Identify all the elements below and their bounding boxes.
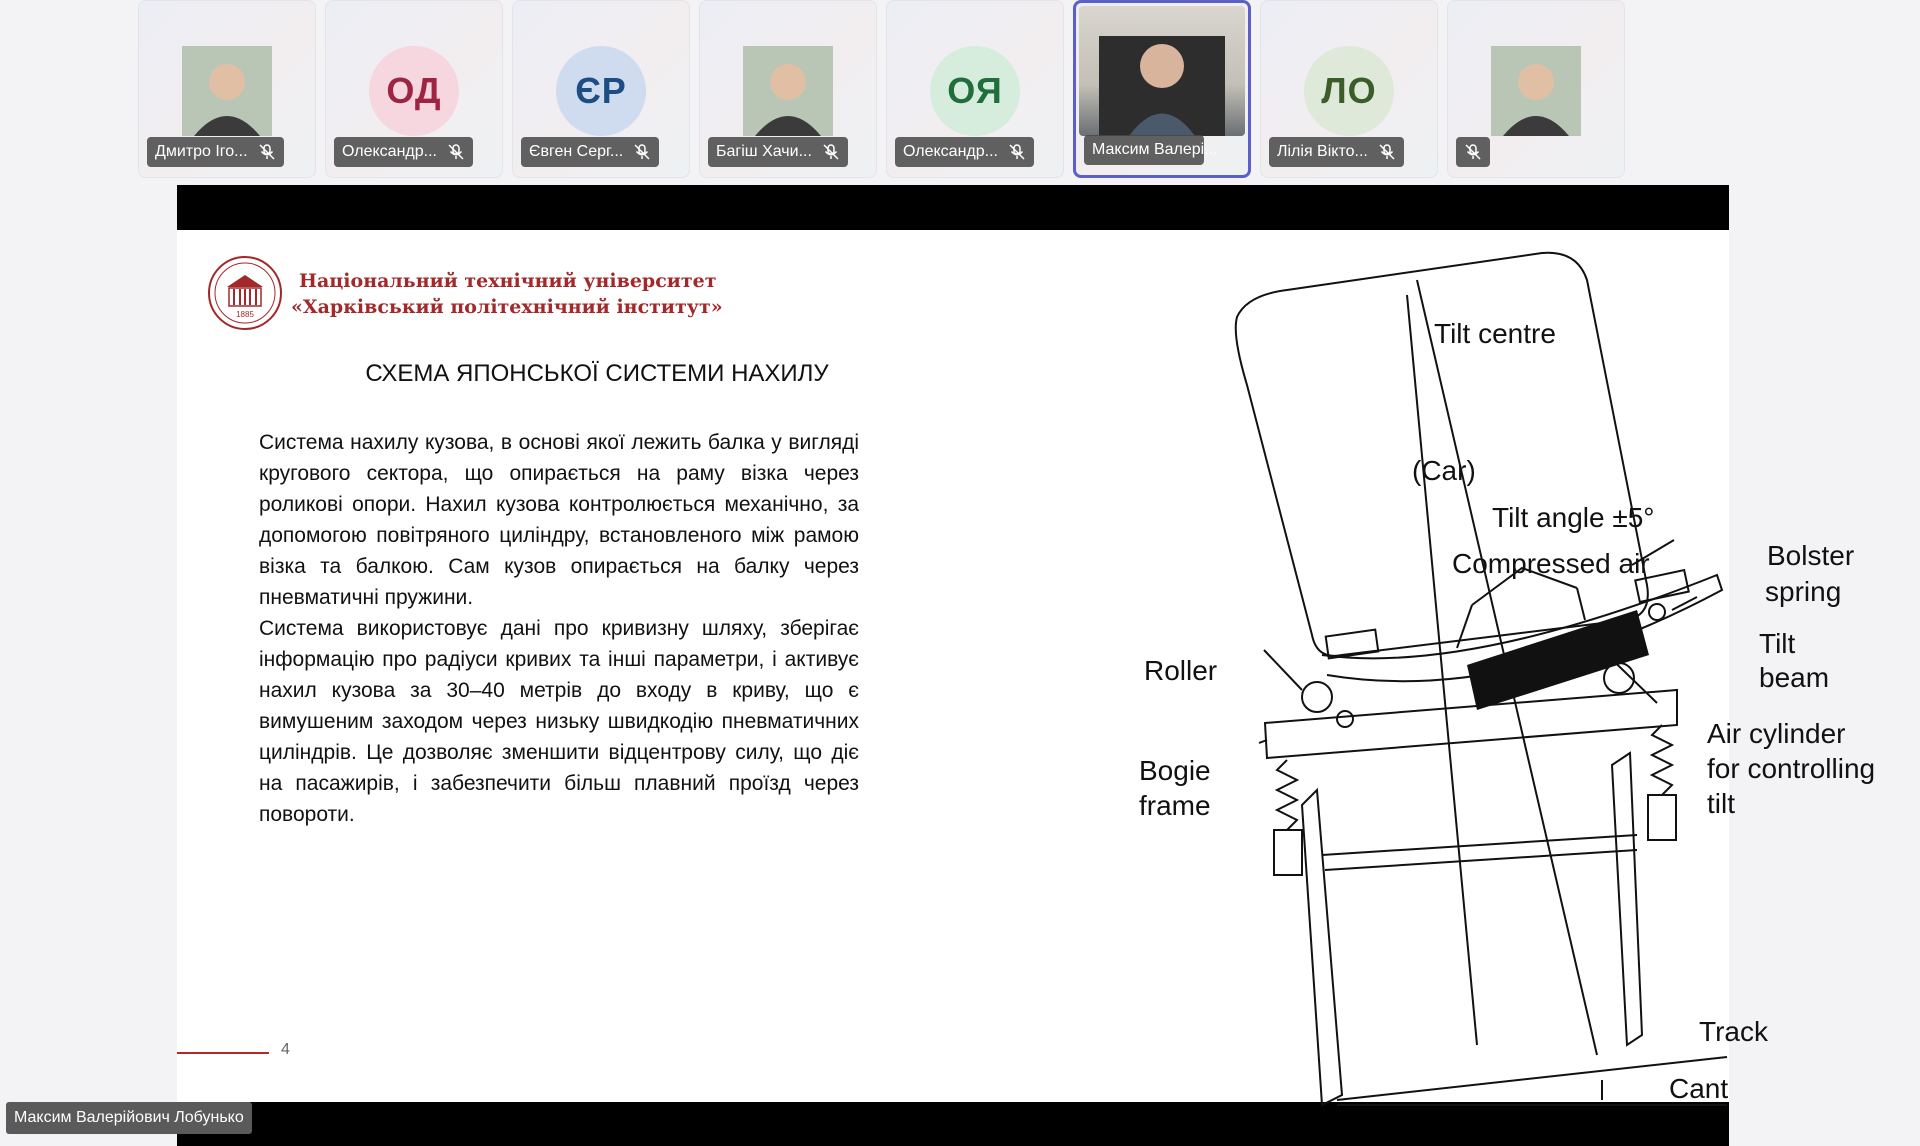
university-logo-icon bbox=[207, 255, 283, 331]
participant-tile[interactable] bbox=[1260, 0, 1438, 178]
participant-name: Лілія Вікто... bbox=[1277, 143, 1368, 160]
spring-left bbox=[1277, 760, 1297, 830]
participant-tile[interactable] bbox=[512, 0, 690, 178]
participant-video bbox=[1079, 6, 1245, 136]
participant-initials: ОЯ bbox=[930, 46, 1020, 136]
mic-off-icon bbox=[447, 143, 465, 161]
page-number: 4 bbox=[281, 1041, 290, 1058]
presenter-label: Максим Валерійович Лобунько bbox=[6, 1102, 252, 1134]
participant-name-bar bbox=[895, 137, 1034, 167]
mic-off-icon bbox=[822, 143, 840, 161]
slide-paragraph-1: Система нахилу кузова, в основі якої лежить балка у вигляді кругового сектора, що опирається на раму візка через роликові опори. Нахил кузова контролюється механічно, за допомогою повітряного циліндру, встановленого між рамою візка та балкою. Сам кузов опирається на балку через пневматичні пружини. bbox=[259, 431, 859, 609]
label-tilt-word: tilt bbox=[1707, 788, 1735, 819]
participant-photo bbox=[743, 46, 833, 136]
slide-paragraph-2: Система використовує дані про кривизну шляху, зберігає інформацію про радіуси кривих та інші параметри, і активує нахил кузова за 30–40 метрів до входу в криву, що є вимушеним заходом через низьку швидкодію пневматичних циліндрів. Це дозволяє зменшити відцентрову силу, що діє на пасажирів, і забезпечити більш плавний проїзд через повороти. bbox=[259, 617, 859, 826]
presentation-slide bbox=[177, 230, 1876, 1104]
label-frame: frame bbox=[1139, 790, 1211, 821]
university-line1: Національний технічний університет bbox=[299, 270, 717, 292]
participant-name: Олександр... bbox=[342, 143, 437, 160]
label-spring: spring bbox=[1765, 576, 1842, 607]
axlebox-right bbox=[1648, 795, 1676, 840]
participant-initials: ЛО bbox=[1304, 46, 1394, 136]
participant-name-bar bbox=[334, 137, 473, 167]
label-compressed-air: Compressed air bbox=[1452, 548, 1650, 579]
label-beam: beam bbox=[1759, 662, 1830, 693]
label-car: (Car) bbox=[1412, 455, 1476, 486]
participant-initials: ЄР bbox=[556, 46, 646, 136]
label-track: Track bbox=[1699, 1016, 1768, 1047]
pivot-small-2 bbox=[1649, 604, 1665, 620]
participant-tile[interactable] bbox=[886, 0, 1064, 178]
participant-name-bar bbox=[1084, 135, 1218, 165]
participant-initials: ОД bbox=[369, 46, 459, 136]
participant-name-bar bbox=[521, 137, 659, 167]
participant-name: Багіш Хачи... bbox=[716, 143, 812, 160]
participant-tile[interactable] bbox=[1073, 0, 1251, 178]
participant-tile[interactable] bbox=[325, 0, 503, 178]
spring-right bbox=[1652, 725, 1672, 795]
pivot-small-1 bbox=[1337, 711, 1353, 727]
tilt-centre-line bbox=[1407, 295, 1477, 1045]
label-cant: Cant bbox=[1669, 1073, 1729, 1104]
label-tilt: Tilt bbox=[1759, 628, 1796, 659]
bogie-frame bbox=[1265, 690, 1677, 758]
page-accent-line bbox=[177, 1052, 269, 1054]
mic-off-icon bbox=[1378, 143, 1396, 161]
label-bolster: Bolster bbox=[1767, 540, 1855, 571]
label-tilt-centre: Tilt centre bbox=[1434, 318, 1556, 349]
roller-left bbox=[1302, 682, 1332, 712]
tilt-system-diagram bbox=[947, 235, 1876, 1104]
participant-name: Максим Валері... bbox=[1092, 141, 1218, 158]
participant-name-bar bbox=[708, 137, 848, 167]
participant-name: Олександр... bbox=[903, 143, 998, 160]
participant-photo bbox=[1491, 46, 1581, 136]
mic-off-icon bbox=[1008, 143, 1026, 161]
label-roller: Roller bbox=[1144, 655, 1218, 686]
participant-tile[interactable] bbox=[138, 0, 316, 178]
mic-off-icon bbox=[633, 143, 651, 161]
participant-name-bar bbox=[1456, 137, 1490, 167]
participant-tile[interactable] bbox=[1447, 0, 1625, 178]
participant-name-bar bbox=[1269, 137, 1404, 167]
participant-name-bar bbox=[147, 137, 284, 167]
wheel-left bbox=[1302, 790, 1342, 1105]
slide-title: СХЕМА ЯПОНСЬКОЇ СИСТЕМИ НАХИЛУ bbox=[365, 360, 829, 387]
label-tilt-angle: Tilt angle ±5° bbox=[1492, 502, 1655, 533]
slide-body bbox=[259, 427, 859, 830]
university-line2: «Харківський політехнічний інститут» bbox=[291, 296, 723, 318]
participant-strip bbox=[138, 0, 1770, 180]
wheel-right bbox=[1612, 753, 1642, 1045]
participant-tile[interactable] bbox=[699, 0, 877, 178]
participant-name: Євген Серг... bbox=[529, 143, 624, 160]
participant-photo bbox=[182, 46, 272, 136]
logo-year: 1885 bbox=[236, 310, 254, 319]
label-for-controlling: for controlling bbox=[1707, 753, 1876, 784]
mic-off-icon bbox=[1464, 143, 1482, 161]
label-bogie: Bogie bbox=[1139, 755, 1211, 786]
mic-off-icon bbox=[258, 143, 276, 161]
participant-name: Дмитро Іго... bbox=[155, 143, 248, 160]
axlebox-left bbox=[1274, 830, 1302, 875]
shared-screen bbox=[177, 185, 1876, 1146]
label-air-cylinder: Air cylinder bbox=[1707, 718, 1846, 749]
university-name bbox=[291, 268, 723, 320]
